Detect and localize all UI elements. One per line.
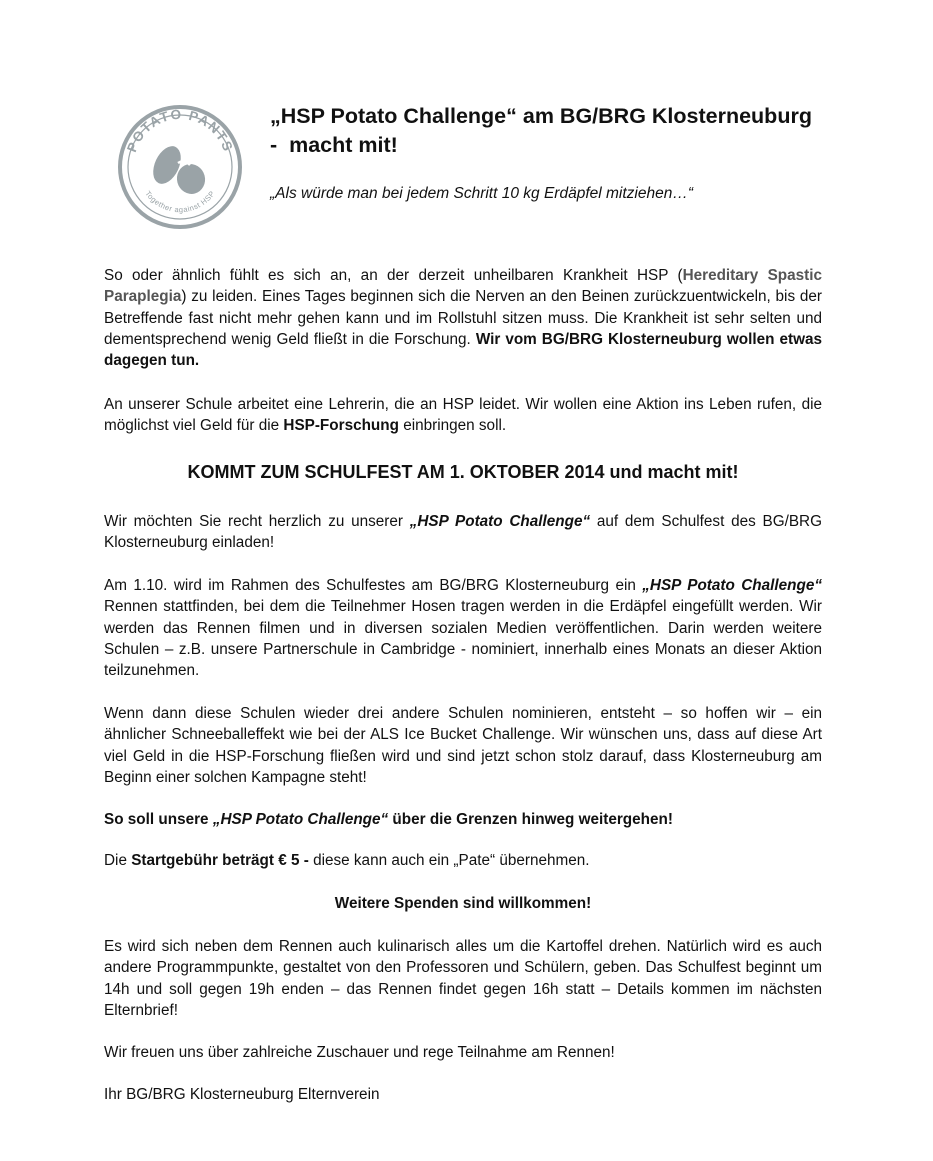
bold-statement: Wir vom BG/BRG Klosterneuburg wollen etwas dagegen tun. — [104, 330, 823, 370]
paragraph-invitation — [104, 511, 822, 554]
paragraph-beyond-borders — [104, 809, 822, 830]
text: So oder ähnlich fühlt es sich an, an der derzeit unheilbaren Krankheit HSP ( — [104, 267, 683, 284]
logo-bottom-text: Together against HSP — [143, 189, 217, 215]
challenge-name: „HSP Potato Challenge“ — [409, 513, 591, 530]
text: auf dem Schulfest des BG/BRG Klosterneuburg einladen! — [104, 513, 823, 552]
text: diese kann auch ein „Pate“ übernehmen. — [308, 852, 590, 869]
document-title — [270, 102, 850, 160]
text: Am 1.10. wird im Rahmen des Schulfestes am BG/BRG Klosterneuburg ein — [104, 577, 643, 594]
document-subtitle: „Als würde man bei jedem Schritt 10 kg Erdäpfel mitziehen…“ — [270, 185, 693, 202]
paragraph-snowball: Wenn dann diese Schulen wieder drei andere Schulen nominieren, entsteht – so hoffen wir – ein ähnlicher Schneeballeffekt wie bei der ALS Ice Bucket Challenge. Wir wünschen uns, dass auf diese Art viel Geld in die HSP-Forschung fließen wird und sind jetzt schon stolz darauf, dass Klosterneuburg am Beginn einer solchen Kampagne steht! — [104, 705, 822, 786]
text: An unserer Schule arbeitet eine Lehrerin, die an HSP leidet. Wir wollen eine Aktion ins Leben rufen, die möglichst viel Geld für die — [104, 396, 822, 435]
donations-note: Weitere Spenden sind willkommen! — [334, 895, 592, 912]
paragraph-program: Es wird sich neben dem Rennen auch kulinarisch alles um die Kartoffel drehen. Natürlich wird es auch andere Programmpunkte, gestaltet von den Professoren und Schülern, geben. Das Schulfest beginnt um 14h und soll gegen 19h enden – das Rennen findet gegen 16h statt – Details kommen im nächsten Elternbrief! — [104, 938, 822, 1019]
paragraph-teacher — [104, 394, 822, 437]
potato-icon — [148, 142, 209, 197]
paragraph-intro — [104, 265, 822, 371]
text: Wir möchten Sie recht herzlich zu unserer — [104, 513, 410, 530]
text: Die — [104, 852, 132, 869]
text: einbringen soll. — [398, 417, 507, 435]
text: über die Grenzen hinweg weitergehen! — [388, 811, 673, 828]
paragraph-closing: Wir freuen uns über zahlreiche Zuschauer und rege Teilnahme am Rennen! — [104, 1044, 615, 1061]
disease-term: Hereditary Spastic Paraplegia — [104, 267, 822, 306]
potato-pants-logo — [116, 93, 244, 241]
text: Rennen stattfinden, bei dem die Teilnehmer Hosen tragen werden in die Erdäpfel eingefüllt werden. Wir werden das Rennen filmen und in diversen sozialen Medien veröffentlichen. Darin werden weitere Schulen – z.B. unsere Partnerschule in Cambridge - nominiert, innerhalb eines Monats an dieser Aktion teilzunehmen. — [104, 598, 822, 680]
logo-top-text: POTATO PANTS — [124, 106, 236, 155]
title-line-1: „HSP Potato Challenge“ am BG/BRG Klosterneuburg — [270, 104, 812, 128]
challenge-name: „HSP Potato Challenge“ — [212, 811, 389, 828]
bold-hsp-forschung: HSP-Forschung — [283, 417, 399, 435]
paragraph-race — [104, 575, 822, 681]
schulfest-headline: KOMMT ZUM SCHULFEST AM 1. OKTOBER 2014 und macht mit! — [187, 462, 739, 482]
title-line-2: - macht mit! — [270, 133, 398, 157]
paragraph-fee — [104, 850, 822, 871]
challenge-name: „HSP Potato Challenge“ — [642, 577, 822, 594]
text: So soll unsere — [104, 811, 213, 828]
signature: Ihr BG/BRG Klosterneuburg Elternverein — [104, 1086, 380, 1103]
text: ) zu leiden. Eines Tages beginnen sich die Nerven an den Beinen zurückzuentwickeln, bis der Betreffende fast nicht mehr gehen kann und im Rollstuhl sitzen muss. Die Krankheit ist sehr selten und dementsprechend wenig Geld fließt in die Forschung. — [104, 288, 822, 348]
fee-amount: Startgebühr beträgt € 5 - — [131, 852, 309, 869]
